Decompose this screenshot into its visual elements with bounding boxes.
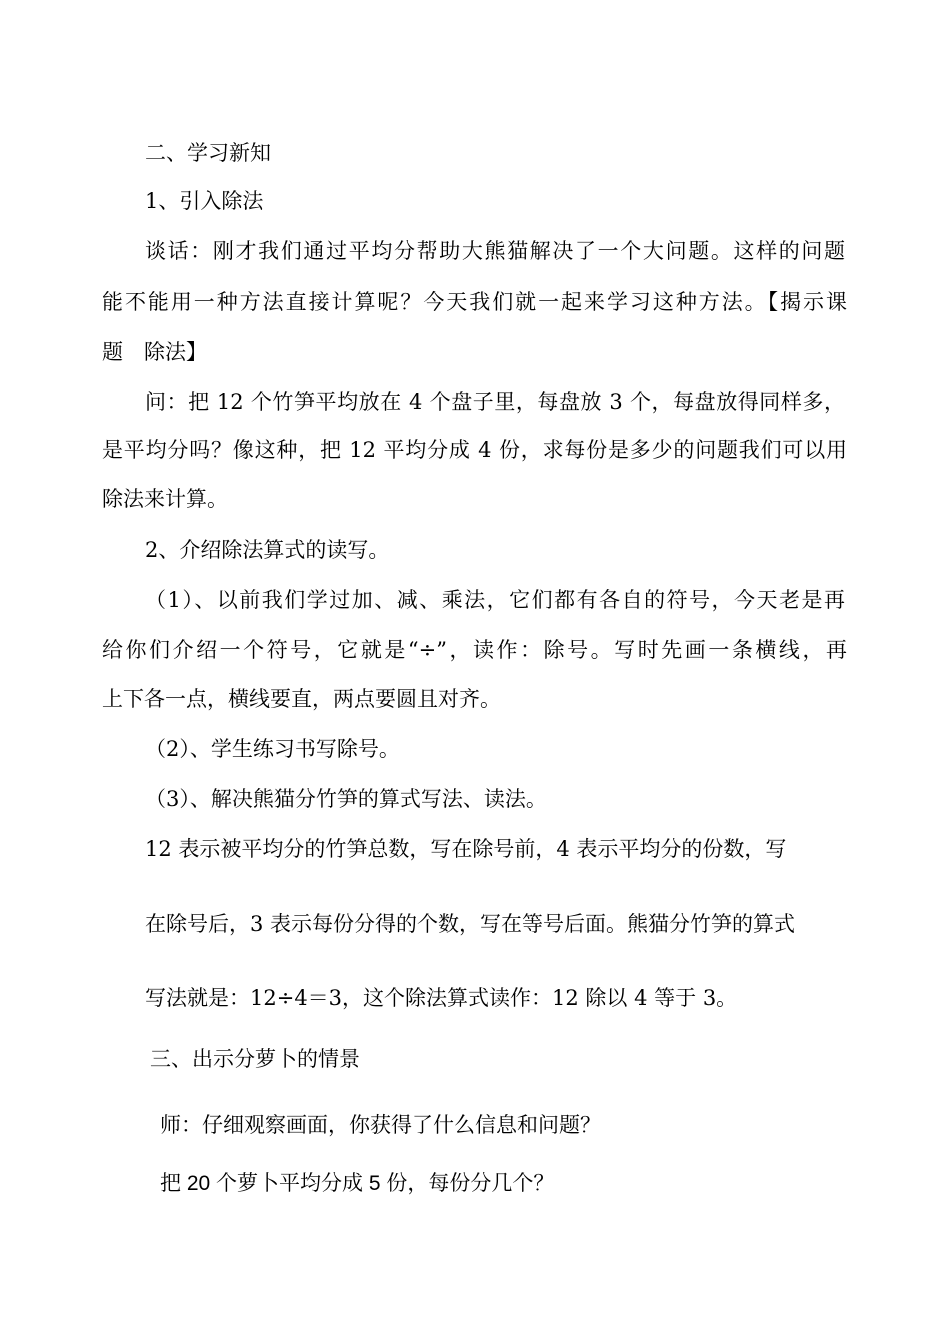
question-paragraph-line-1: 问：把 12 个竹笋平均放在 4 个盘子里，每盘放 3 个，每盘放得同样多， — [145, 390, 845, 414]
explanation-line-2: 在除号后，3 表示每份分得的个数，写在等号后面。熊猫分竹笋的算式 — [145, 912, 796, 936]
item-2: （2）、学生练习书写除号。 — [145, 737, 400, 761]
talk-paragraph-line-2: 能不能用一种方法直接计算呢？今天我们就一起来学习这种方法。【揭示课 — [102, 290, 847, 314]
section-heading-radish: 三、出示分萝卜的情景 — [150, 1047, 360, 1071]
subheading-intro-division: 1、引入除法 — [145, 189, 264, 213]
explanation-line-3: 写法就是：12÷4＝3，这个除法算式读作：12 除以 4 等于 3。 — [145, 986, 738, 1010]
section-heading-learn-new: 二、学习新知 — [145, 141, 271, 165]
question-paragraph-line-2: 是平均分吗？像这种，把 12 平均分成 4 份，求每份是多少的问题我们可以用 — [102, 438, 847, 462]
item-1-line-1: （1）、以前我们学过加、减、乘法，它们都有各自的符号，今天老是再 — [145, 588, 845, 612]
explanation-line-1: 12 表示被平均分的竹笋总数，写在除号前，4 表示平均分的份数，写 — [145, 837, 787, 861]
subheading-division-notation: 2、介绍除法算式的读写。 — [145, 538, 390, 562]
teacher-question: 师：仔细观察画面，你获得了什么信息和问题？ — [160, 1113, 601, 1137]
talk-paragraph-line-3: 题 除法】 — [102, 340, 207, 364]
problem-statement: 把 20 个萝卜平均分成 5 份，每份分几个？ — [160, 1172, 555, 1195]
item-1-line-3: 上下各一点，横线要直，两点要圆且对齐。 — [102, 687, 501, 711]
talk-paragraph-line-1: 谈话：刚才我们通过平均分帮助大熊猫解决了一个大问题。这样的问题 — [145, 239, 845, 263]
question-paragraph-line-3: 除法来计算。 — [102, 487, 228, 511]
item-3: （3）、解决熊猫分竹笋的算式写法、读法。 — [145, 787, 547, 811]
item-1-line-2: 给你们介绍一个符号，它就是“÷”，读作：除号。写时先画一条横线，再 — [102, 638, 847, 662]
